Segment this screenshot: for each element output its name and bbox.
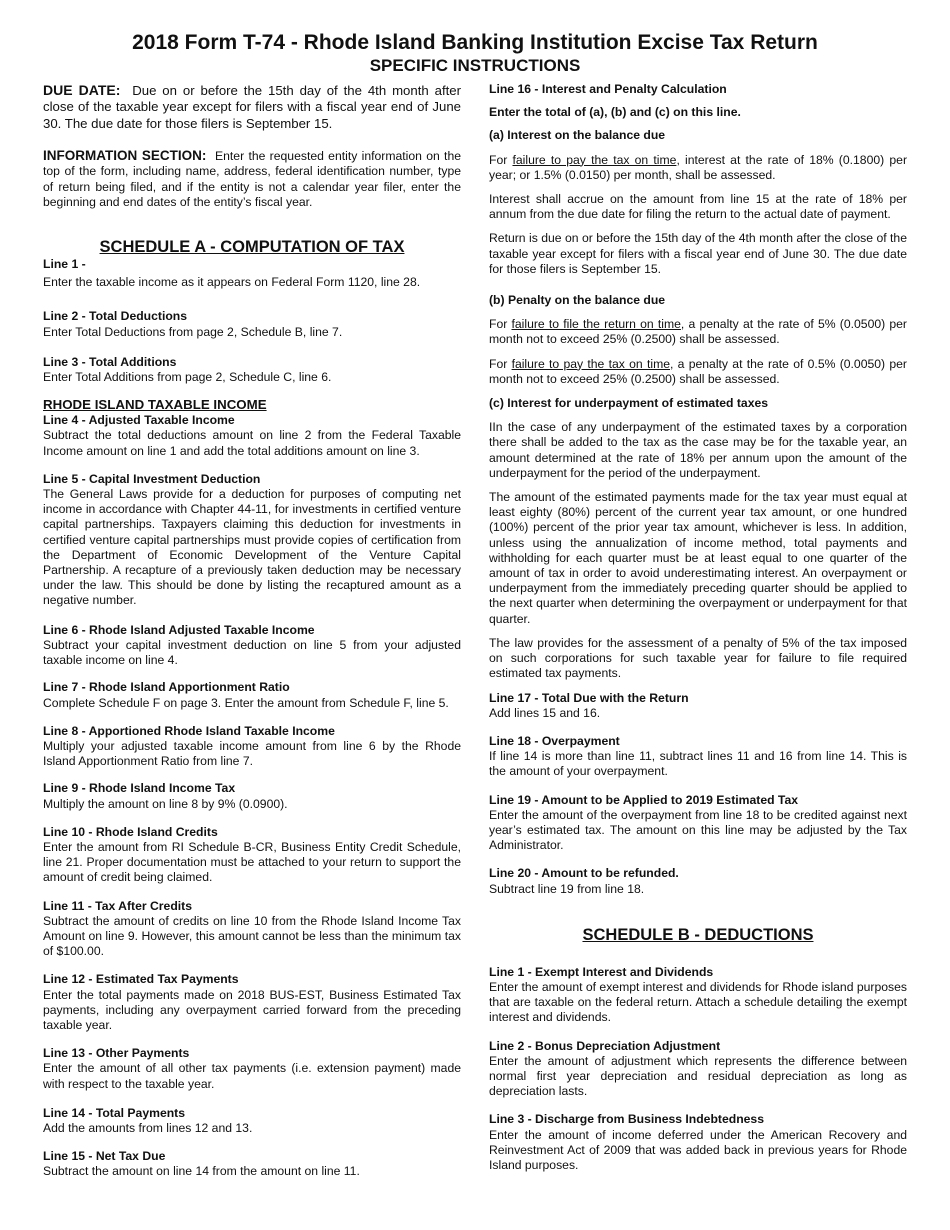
line-18-text: If line 14 is more than line 11, subtract lines 11 and 16 from line 14. This is the amount of your overpayment. bbox=[489, 749, 907, 779]
due-date-paragraph bbox=[43, 82, 461, 132]
due-date-label: DUE DATE: bbox=[43, 82, 121, 98]
underlined-text: failure to pay the tax on time bbox=[511, 356, 670, 371]
line-17-text: Add lines 15 and 16. bbox=[489, 705, 601, 720]
line-7-heading: Line 7 - Rhode Island Apportionment Ratio bbox=[43, 680, 290, 695]
sched-b-line-1-text: Enter the amount of exempt interest and dividends for Rhode island purposes that are taxable on the federal return. Attach a schedule detailing the exempt interest and dividends. bbox=[489, 979, 908, 1025]
line-4-heading: Line 4 - Adjusted Taxable Income bbox=[43, 413, 235, 428]
line-16-heading: Line 16 - Interest and Penalty Calculation bbox=[489, 82, 727, 96]
text-fragment: For bbox=[489, 356, 512, 371]
due-date-text: Due on or before the 15th day of the 4th month after close of the taxable year except for filers with a fiscal year end of June 30. The due date for those filers is September 15. bbox=[43, 83, 462, 131]
text-fragment: For bbox=[489, 317, 512, 332]
sched-b-line-2-heading: Line 2 - Bonus Depreciation Adjustment bbox=[489, 1038, 721, 1053]
penalty-balance-para-1 bbox=[489, 317, 907, 347]
underlined-text: failure to file the return on time bbox=[511, 317, 681, 332]
line-4-text: Subtract the total deductions amount on line 2 from the Federal Taxable Income amount on line 1 and add the total additions amount on line 3. bbox=[43, 428, 461, 458]
sched-b-line-2-text: Enter the amount of adjustment which represents the difference between normal first year depreciation and residual depreciation as long as depreciation lasts. bbox=[489, 1053, 907, 1099]
line-1-heading: Line 1 - bbox=[43, 257, 86, 272]
schedule-a-heading: SCHEDULE A - COMPUTATION OF TAX bbox=[99, 238, 405, 257]
text-fragment: , a penalty at the rate of 5% (0.0500) per month not to exceed 25% (0.2500) shall be assessed. bbox=[489, 317, 907, 347]
schedule-b-heading: SCHEDULE B - DEDUCTIONS bbox=[582, 925, 814, 944]
line-9-text: Multiply the amount on line 8 by 9% (0.0900). bbox=[43, 796, 288, 811]
line-14-text: Add the amounts from lines 12 and 13. bbox=[43, 1120, 253, 1135]
line-5-heading: Line 5 - Capital Investment Deduction bbox=[43, 471, 261, 486]
text-fragment: , interest at the rate of 18% (0.1800) per year; or 1.5% (0.0150) per month, shall be assessed. bbox=[489, 152, 908, 182]
line-17-heading: Line 17 - Total Due with the Return bbox=[489, 690, 689, 705]
line-2-heading: Line 2 - Total Deductions bbox=[43, 309, 187, 324]
underpayment-para-2: The amount of the estimated payments made for the tax year must equal at least eighty (80%) percent of the current year tax amount, or one hundred (100%) percent of the prior year tax amount, whichever is less. In addition, unless using the annualization of income method, total payments and withholding for each quarter must be at least equal to one quarter of the amount of tax in order to avoid underestimating interest. An overpayment or underpayment from the immediately preceding quarter should be applied to the next quarter when determining the overpayment or underpayment for that quarter. bbox=[489, 490, 907, 626]
page-subtitle: SPECIFIC INSTRUCTIONS bbox=[369, 56, 581, 75]
line-14-heading: Line 14 - Total Payments bbox=[43, 1105, 186, 1120]
info-text: Enter the requested entity information on the top of the form, including name, address, federal identification number, type of return being filed, and if the entity is not a calendar year filer, enter the beginning and end dates of the entity’s fiscal year. bbox=[43, 149, 461, 209]
interest-balance-heading: (a) Interest on the balance due bbox=[489, 128, 666, 143]
right-column bbox=[489, 82, 907, 1173]
info-paragraph bbox=[43, 148, 461, 210]
line-20-text: Subtract line 19 from line 18. bbox=[489, 881, 645, 896]
line-15-text: Subtract the amount on line 14 from the amount on line 11. bbox=[43, 1164, 360, 1179]
line-9-heading: Line 9 - Rhode Island Income Tax bbox=[43, 781, 236, 796]
line-13-text: Enter the amount of all other tax payments (i.e. extension payment) made with respect to the taxable year. bbox=[43, 1061, 461, 1091]
info-label: INFORMATION SECTION: bbox=[43, 148, 207, 164]
penalty-balance-para-2 bbox=[489, 357, 907, 387]
line-10-heading: Line 10 - Rhode Island Credits bbox=[43, 824, 218, 839]
line-18-heading: Line 18 - Overpayment bbox=[489, 733, 620, 748]
line-19-text: Enter the amount of the overpayment from line 18 to be credited against next year’s estimated tax. The amount on this line may be adjusted by the Tax Administrator. bbox=[489, 807, 907, 853]
line-8-heading: Line 8 - Apportioned Rhode Island Taxable Income bbox=[43, 723, 335, 738]
interest-balance-para-1 bbox=[489, 153, 907, 183]
line-12-text: Enter the total payments made on 2018 BUS-EST, Business Estimated Tax payments, including any overpayment carried forward from the preceding taxable year. bbox=[43, 987, 461, 1032]
line-20-heading: Line 20 - Amount to be refunded. bbox=[489, 866, 679, 881]
line-16-subheading: Enter the total of (a), (b) and (c) on this line. bbox=[489, 105, 741, 120]
line-19-heading: Line 19 - Amount to be Applied to 2019 Estimated Tax bbox=[489, 792, 799, 807]
underpayment-para-1: IIn the case of any underpayment of the estimated taxes by a corporation there shall be added to the tax as the case may be for the taxable year, an amount determined at the rate of 18% per annum upon the amount of the underpayment for the period of the underpayment. bbox=[489, 420, 907, 480]
sched-b-line-3-text: Enter the amount of income deferred under the American Recovery and Reinvestment Act of 2009 that was added back in previous years for Rhode Island purposes. bbox=[489, 1127, 907, 1172]
line-11-text: Subtract the amount of credits on line 10 from the Rhode Island Income Tax Amount on line 9. However, this amount cannot be less than the minimum tax of $100.00. bbox=[43, 913, 461, 959]
ri-taxable-income-heading: RHODE ISLAND TAXABLE INCOME bbox=[43, 397, 267, 413]
line-10-text: Enter the amount from RI Schedule B-CR, Business Entity Credit Schedule, line 21. Proper documentation must be attached to your return to support the amount of credit being claimed. bbox=[43, 839, 461, 885]
interest-balance-para-3: Return is due on or before the 15th day of the 4th month after the close of the taxable year except for filers with a fiscal year end of June 30. The due date for those filers is September 15. bbox=[489, 231, 907, 276]
line-1-text: Enter the taxable income as it appears on Federal Form 1120, line 28. bbox=[43, 275, 421, 290]
penalty-balance-heading: (b) Penalty on the balance due bbox=[489, 293, 666, 308]
line-7-text: Complete Schedule F on page 3. Enter the amount from Schedule F, line 5. bbox=[43, 695, 449, 710]
line-2-text: Enter Total Deductions from page 2, Schedule B, line 7. bbox=[43, 324, 343, 339]
line-11-heading: Line 11 - Tax After Credits bbox=[43, 898, 192, 913]
page-title: 2018 Form T-74 - Rhode Island Banking Institution Excise Tax Return bbox=[132, 31, 818, 54]
underpayment-heading: (c) Interest for underpayment of estimated taxes bbox=[489, 396, 769, 411]
interest-balance-para-2: Interest shall accrue on the amount from line 15 at the rate of 18% per annum from the due date for filing the return to the actual date of payment. bbox=[489, 192, 907, 222]
line-6-text: Subtract your capital investment deduction on line 5 from your adjusted taxable income on line 4. bbox=[43, 637, 461, 668]
line-13-heading: Line 13 - Other Payments bbox=[43, 1046, 190, 1061]
line-3-heading: Line 3 - Total Additions bbox=[43, 354, 177, 369]
sched-b-line-3-heading: Line 3 - Discharge from Business Indebtedness bbox=[489, 1112, 764, 1127]
underlined-text: failure to pay the tax on time bbox=[512, 152, 677, 167]
text-fragment: For bbox=[489, 152, 513, 167]
underpayment-para-3: The law provides for the assessment of a penalty of 5% of the tax imposed on such corporations for such taxable year for failure to file required estimated tax payments. bbox=[489, 635, 907, 681]
line-5-text: The General Laws provide for a deduction for purposes of computing net income in accordance with Chapter 44-11, for investments in certified venture capital partnerships. Taxpayers claiming this deduction for investments in certified venture capital partnerships must provide copies of certification from the Department of Economic Development of the Venture Capital Partnership. A recapture of a previously taken deduction may be necessary under the law. This should be done by listing the recaptured amount as a negative number. bbox=[43, 487, 461, 608]
line-6-heading: Line 6 - Rhode Island Adjusted Taxable Income bbox=[43, 622, 315, 637]
line-15-heading: Line 15 - Net Tax Due bbox=[43, 1149, 166, 1164]
line-3-text: Enter Total Additions from page 2, Schedule C, line 6. bbox=[43, 370, 332, 385]
left-column bbox=[43, 82, 461, 1180]
text-fragment: , a penalty at the rate of 0.5% (0.0050) per month not to exceed 25% (0.2500) shall be assessed. bbox=[489, 356, 907, 386]
line-8-text: Multiply your adjusted taxable income amount from line 6 by the Rhode Island Apportionment Ratio from line 7. bbox=[43, 738, 461, 769]
sched-b-line-1-heading: Line 1 - Exempt Interest and Dividends bbox=[489, 964, 714, 979]
line-12-heading: Line 12 - Estimated Tax Payments bbox=[43, 972, 239, 987]
